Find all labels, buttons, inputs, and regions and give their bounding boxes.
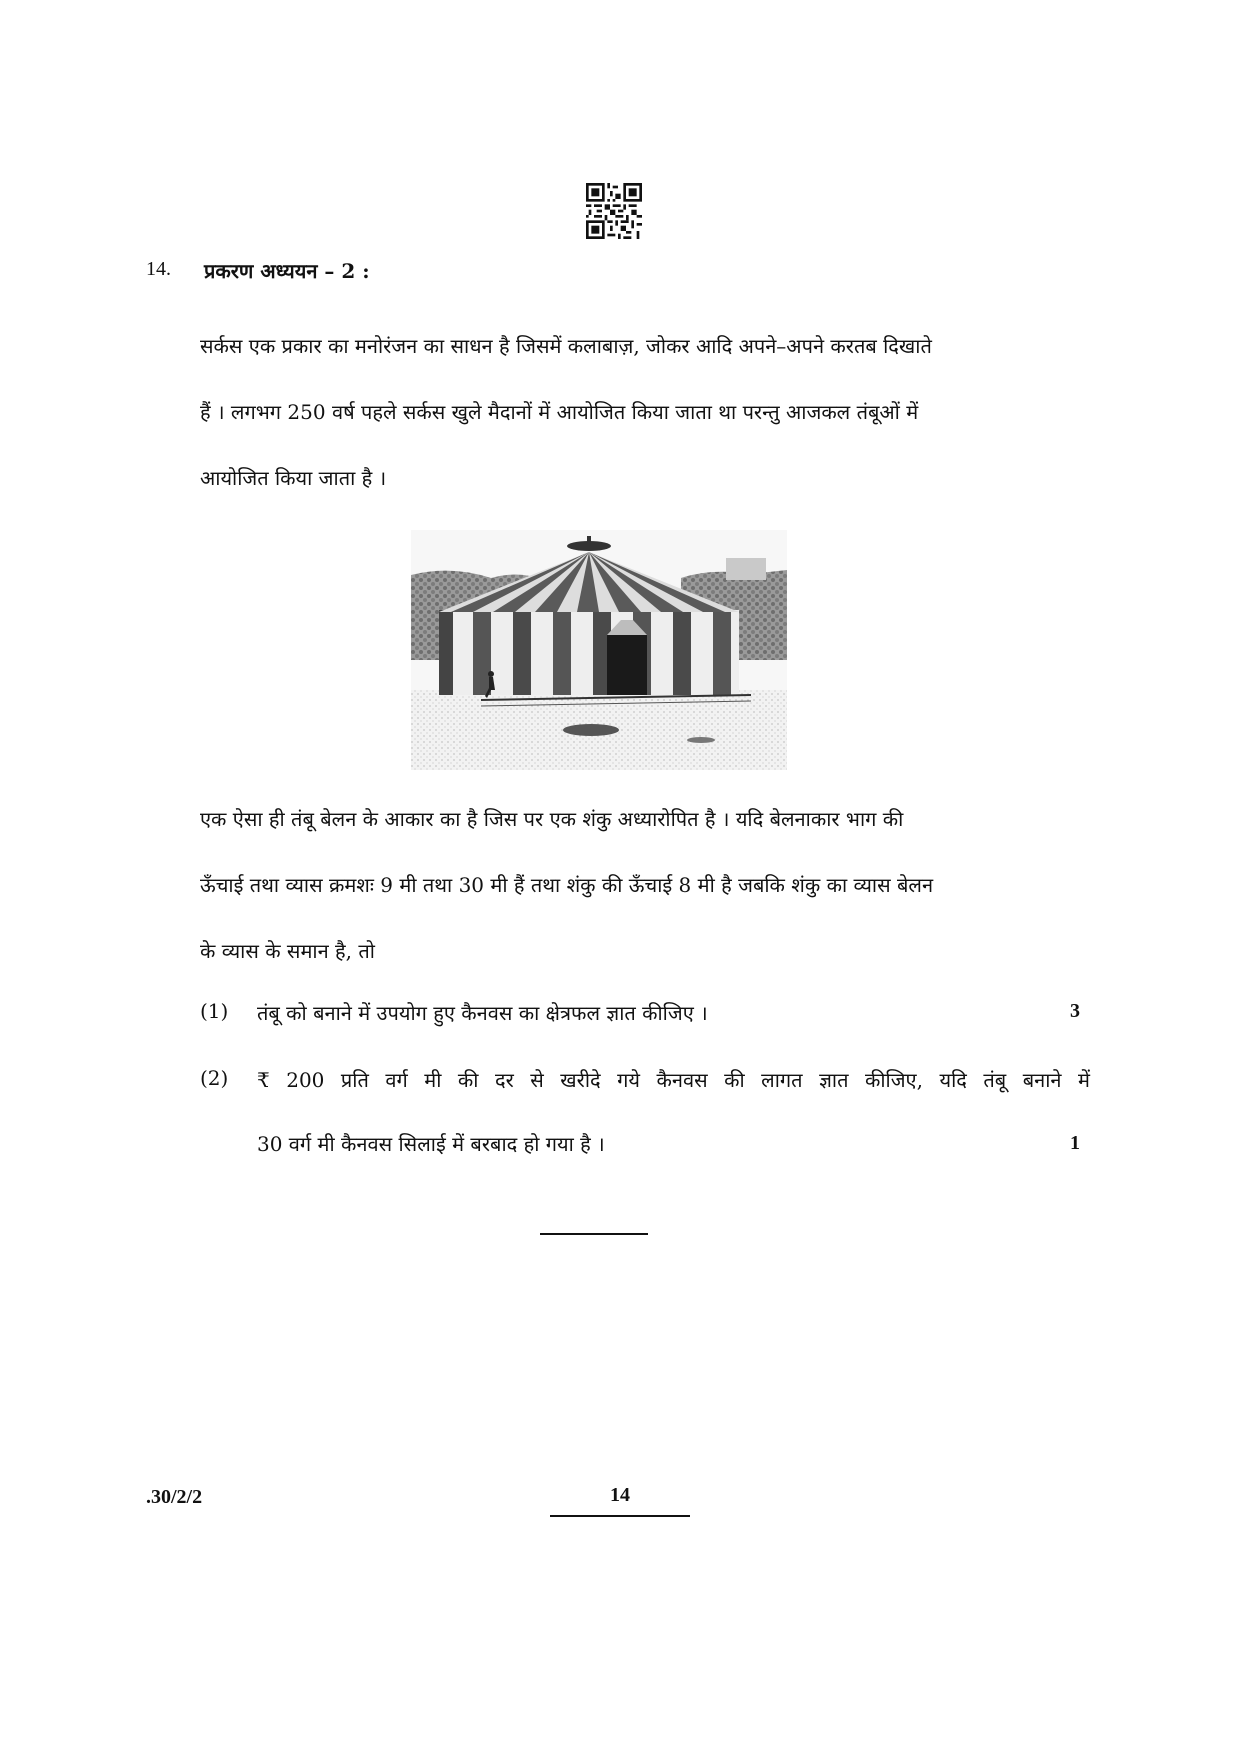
subpart-2-text-line-1: ₹ 200 प्रति वर्ग मी की दर से खरीदे गये कैनवस की लागत ज्ञात कीजिए, यदि तंबू बनाने में <box>257 1068 1090 1092</box>
subpart-1-label: (1) <box>200 999 229 1023</box>
intro-line: आयोजित किया जाता है । <box>200 466 387 490</box>
page-number-underline <box>550 1515 690 1517</box>
subpart-1-text: तंबू को बनाने में उपयोग हुए कैनवस का क्षेत्रफल ज्ञात कीजिए । <box>257 1001 708 1025</box>
subpart-2-label: (2) <box>200 1066 229 1090</box>
page-number: 14 <box>610 1484 630 1506</box>
end-divider <box>540 1233 648 1235</box>
subpart-2-text-line-2: 30 वर्ग मी कैनवस सिलाई में बरबाद हो गया है । <box>257 1132 605 1156</box>
intro-line: सर्कस एक प्रकार का मनोरंजन का साधन है जिसमें कलाबाज़, जोकर आदि अपने–अपने करतब दिखाते <box>200 334 932 358</box>
subpart-1-marks: 3 <box>1070 1000 1080 1022</box>
problem-line: ऊँचाई तथा व्यास क्रमशः 9 मी तथा 30 मी हैं तथा शंकु की ऊँचाई 8 मी है जबकि शंकु का व्यास बेलन <box>200 873 934 897</box>
qr-code-icon <box>586 183 642 239</box>
question-title: प्रकरण अध्ययन – 2 : <box>204 259 370 283</box>
circus-tent-photo <box>411 530 787 770</box>
problem-line: के व्यास के समान है, तो <box>200 939 375 963</box>
question-number: 14. <box>146 258 171 280</box>
paper-code: .30/2/2 <box>146 1486 203 1508</box>
intro-paragraph <box>200 313 1090 511</box>
intro-line: हैं । लगभग 250 वर्ष पहले सर्कस खुले मैदानों में आयोजित किया जाता था परन्तु आजकल तंबूओं में <box>200 400 919 424</box>
problem-paragraph <box>200 786 1090 984</box>
subpart-2-marks: 1 <box>1070 1132 1080 1154</box>
problem-line: एक ऐसा ही तंबू बेलन के आकार का है जिस पर एक शंकु अध्यारोपित है । यदि बेलनाकार भाग की <box>200 807 904 831</box>
